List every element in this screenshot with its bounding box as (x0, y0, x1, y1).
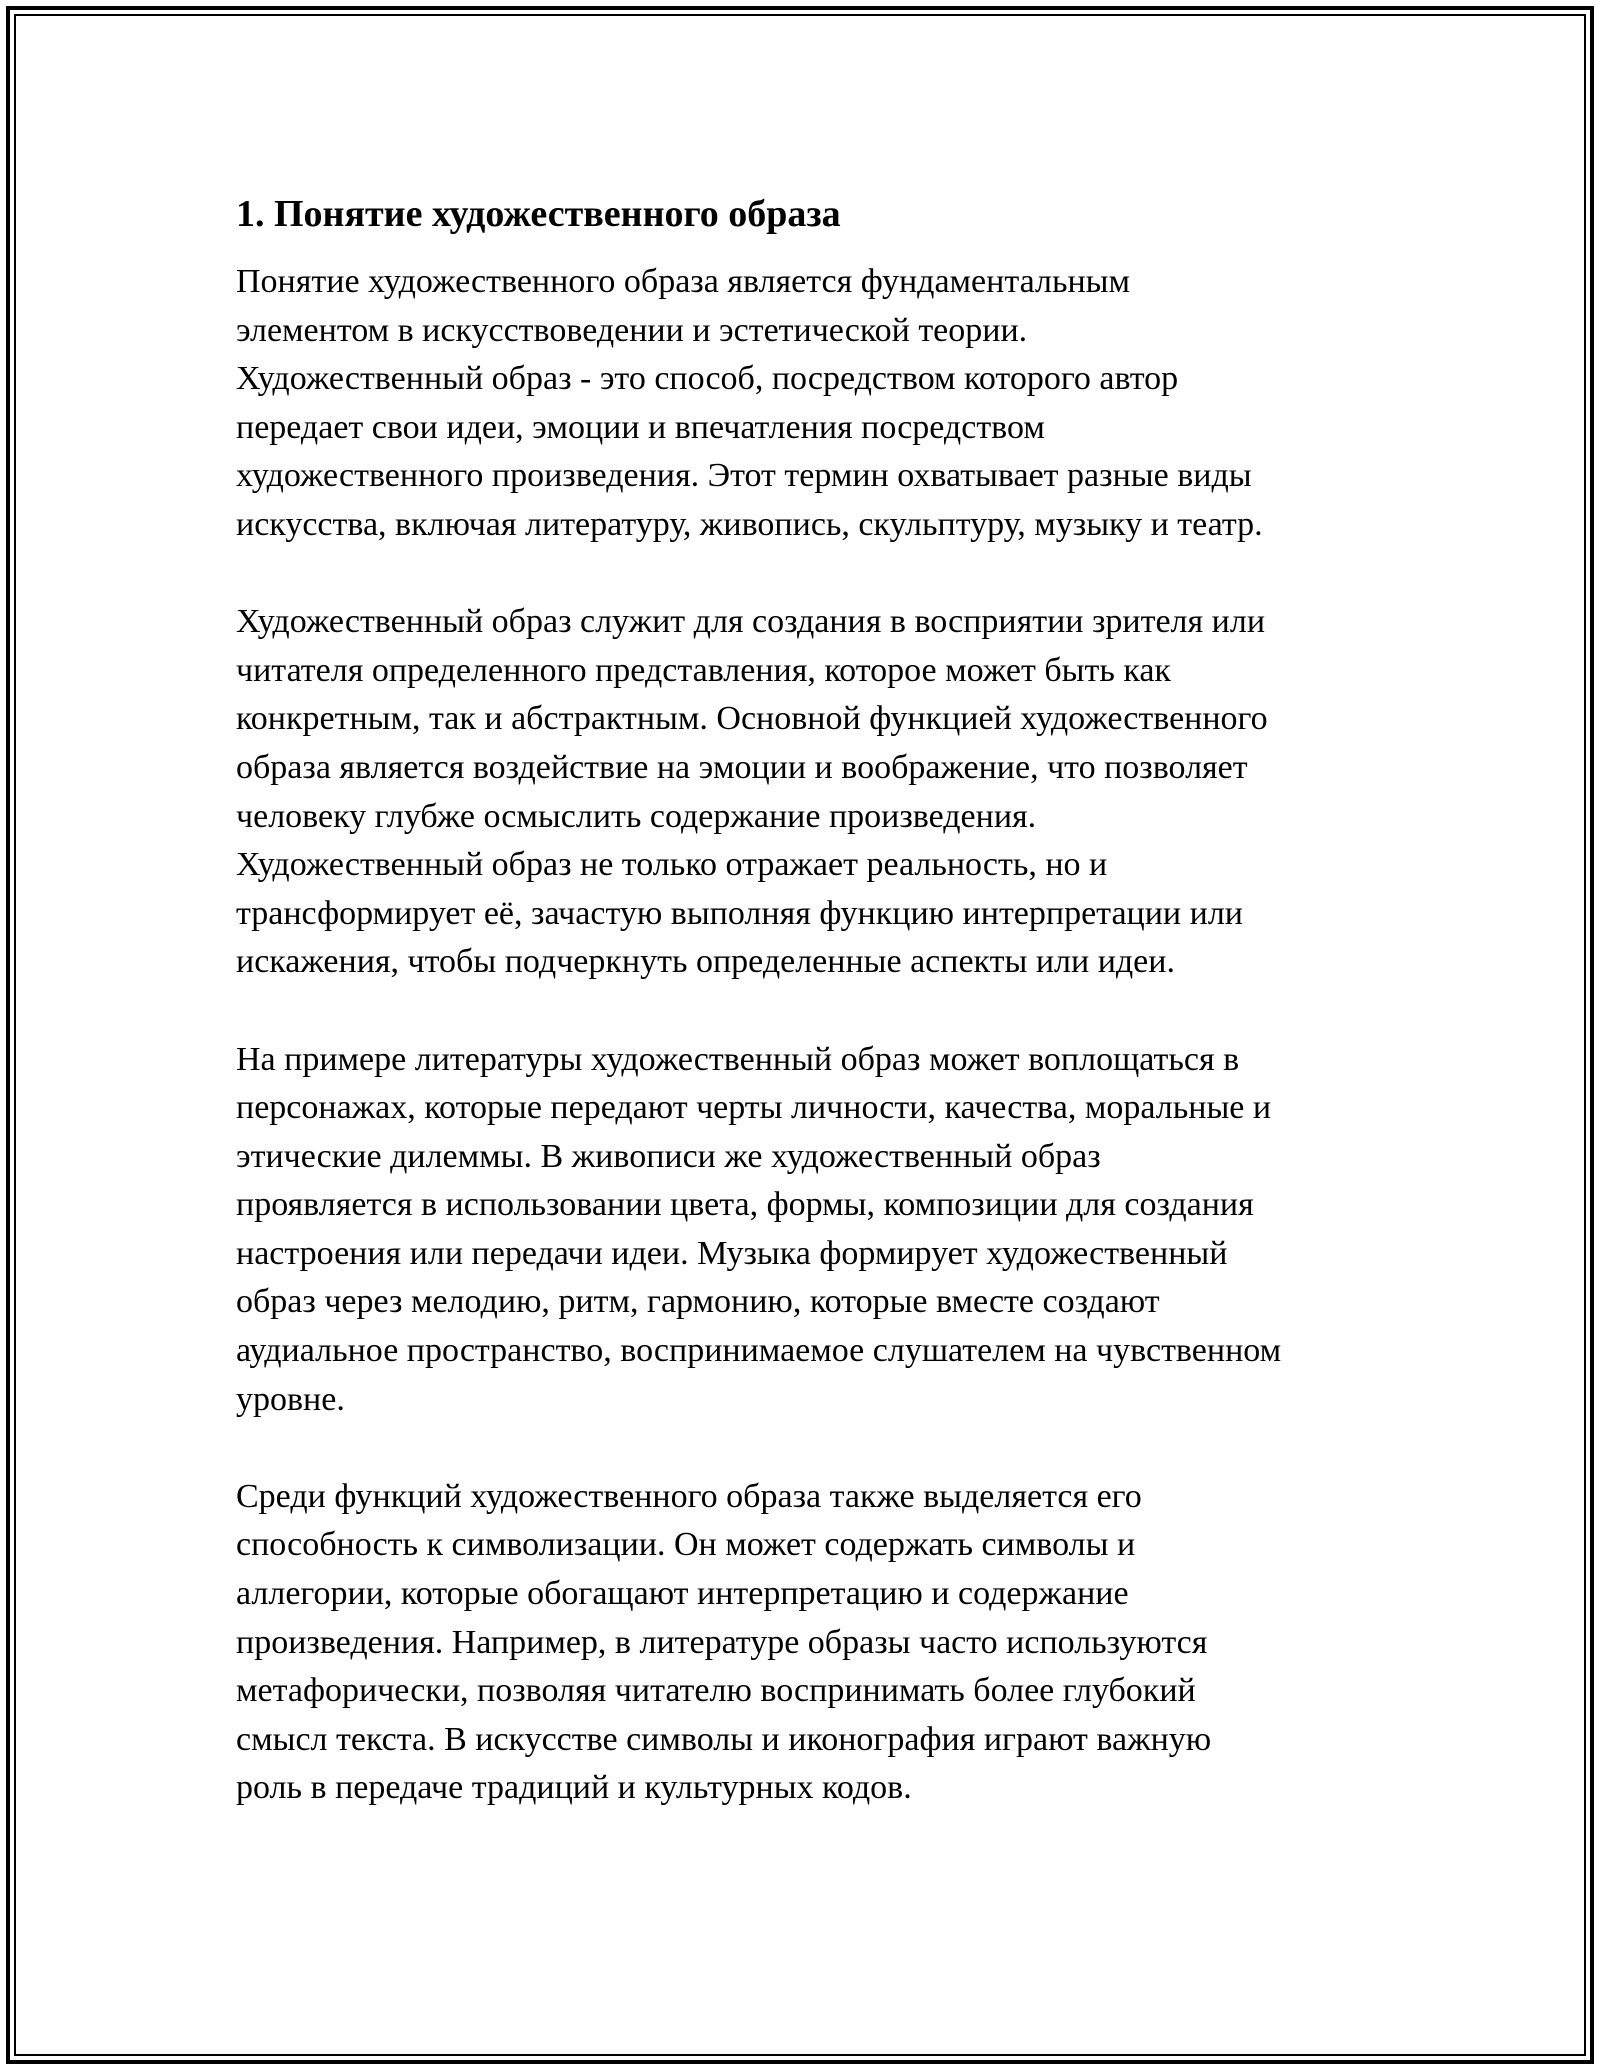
text-line: этические дилеммы. В живописи же художественный образ (236, 1137, 1101, 1175)
text-line: Художественный образ не только отражает реальность, но и (236, 846, 1108, 884)
text-line: проявляется в использовании цвета, формы, композиции для создания (236, 1186, 1254, 1224)
text-line: настроения или передачи идеи. Музыка формирует художественный (236, 1234, 1228, 1272)
text-line: уровне. (236, 1380, 345, 1418)
text-line: читателя определенного представления, которое может быть как (236, 651, 1171, 689)
text-line: метафорически, позволяя читателю воспринимать более глубокий (236, 1672, 1196, 1710)
paragraph-4 (236, 1473, 1376, 1813)
text-line: искусства, включая литературу, живопись, скульптуру, музыку и театр. (236, 505, 1263, 543)
text-line: элементом в искусствоведении и эстетической теории. (236, 311, 1028, 349)
paragraph-1 (236, 258, 1376, 550)
paragraph-3 (236, 1036, 1376, 1425)
text-line: передает свои идеи, эмоции и впечатления посредством (236, 408, 1045, 446)
text-line: искажения, чтобы подчеркнуть определенные аспекты или идеи. (236, 943, 1175, 981)
text-line: смысл текста. В искусстве символы и иконография играют важную (236, 1720, 1212, 1758)
section-heading: 1. Понятие художественного образа (236, 193, 841, 235)
text-line: аллегории, которые обогащают интерпретацию и содержание (236, 1575, 1129, 1613)
text-line: образ через мелодию, ритм, гармонию, которые вместе создают (236, 1283, 1160, 1321)
text-line: человеку глубже осмыслить содержание произведения. (236, 797, 1037, 835)
text-line: художественного произведения. Этот термин охватывает разные виды (236, 457, 1252, 495)
text-line: персонажах, которые передают черты личности, качества, моральные и (236, 1089, 1272, 1127)
text-line: образа является воздействие на эмоции и воображение, что позволяет (236, 748, 1248, 786)
text-line: Понятие художественного образа является фундаментальным (236, 263, 1131, 300)
text-line: Художественный образ - это способ, посредством которого автор (236, 360, 1179, 398)
text-line: Среди функций художественного образа также выделяется его (236, 1477, 1142, 1515)
text-line: роль в передаче традиций и культурных кодов. (236, 1769, 912, 1807)
paragraph-2 (236, 598, 1376, 987)
document-body (236, 188, 1376, 1862)
text-line: способность к символизации. Он может содержать символы и (236, 1526, 1136, 1564)
text-line: конкретным, так и абстрактным. Основной функцией художественного (236, 700, 1268, 738)
text-line: произведения. Например, в литературе образы часто используются (236, 1623, 1208, 1661)
text-line: трансформирует её, зачастую выполняя функцию интерпретации или (236, 894, 1243, 932)
text-line: На примере литературы художественный образ может воплощаться в (236, 1040, 1240, 1078)
text-line: Художественный образ служит для создания в восприятии зрителя или (236, 603, 1266, 641)
text-line: аудиальное пространство, воспринимаемое слушателем на чувственном (236, 1332, 1282, 1370)
